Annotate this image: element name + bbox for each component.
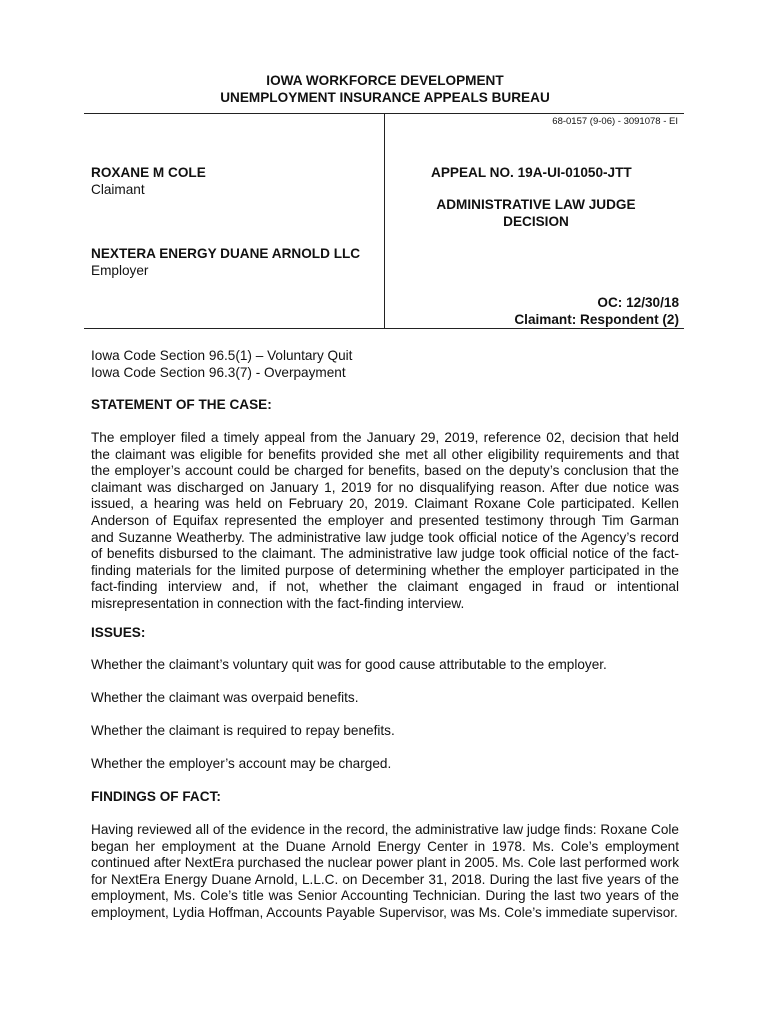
issue-item-text: Whether the claimant’s voluntary quit was for good cause attributable to the employer. [91, 657, 607, 672]
employer-name: NEXTERA ENERGY DUANE ARNOLD LLC [91, 246, 361, 261]
claimant-label: Claimant [91, 182, 145, 197]
issue-item-text: Whether the claimant is required to repay benefits. [91, 723, 395, 738]
statement-heading-text: STATEMENT OF THE CASE: [91, 397, 272, 412]
issue-item [91, 723, 679, 740]
statement-paragraph: The employer filed a timely appeal from the January 29, 2019, reference 02, decision that held the claimant was eligible for benefits provided she met all other eligibility requirements and that the employer’s account could be charged for benefits, based on the deputy’s conclusion that the claimant was discharged on January 1, 2019 for no disqualifying reason. After due notice was issued, a hearing was held on February 20, 2019. Claimant Roxane Cole participated. Kellen Anderson of Equifax represented the employer and presented testimony through Tim Garman and Suzanne Weatherby. The administrative law judge took official notice of the Agency’s record of benefits disbursed to the claimant. The administrative law judge took official notice of the fact-finding materials for the limited purpose of determining whether the employer participated in the fact-finding interview and, if not, whether the claimant engaged in fraud or intentional misrepresentation in connection with the fact-finding interview. [91, 430, 679, 611]
appeal-number: APPEAL NO. 19A-UI-01050-JTT [431, 165, 632, 180]
issue-item [91, 756, 679, 773]
issue-item-text: Whether the claimant was overpaid benefits. [91, 690, 359, 705]
issues-heading-text: ISSUES: [91, 625, 146, 640]
findings-section [91, 822, 679, 922]
statement-heading [91, 397, 679, 414]
statement-section [91, 430, 679, 613]
findings-heading [91, 789, 679, 806]
issue-item [91, 690, 679, 707]
findings-heading-text: FINDINGS OF FACT: [91, 789, 221, 804]
code-section-2: Iowa Code Section 96.3(7) - Overpayment [91, 365, 346, 380]
employer-label: Employer [91, 263, 149, 278]
issue-item [91, 657, 679, 674]
findings-paragraph: Having reviewed all of the evidence in the record, the administrative law judge finds: Roxane Cole began her employment at the Duane Arnold Energy Center in 1978. Ms. Cole’s employment continued after NextEra purchased the nuclear power plant in 2005. Ms. Cole last performed work for NextEra Energy Duane Arnold, L.L.C. on December 31, 2018. During the last five years of the employment, Ms. Cole’s title was Senior Accounting Technician. During the last two years of the employment, Lydia Hoffman, Accounts Payable Supervisor, was Ms. Cole’s immediate supervisor. [91, 822, 679, 920]
issue-item-text: Whether the employer’s account may be charged. [91, 756, 392, 771]
document-header [0, 72, 770, 106]
claimant-name: ROXANE M COLE [91, 165, 206, 180]
bureau-title: UNEMPLOYMENT INSURANCE APPEALS BUREAU [220, 90, 550, 105]
agency-title: IOWA WORKFORCE DEVELOPMENT [266, 73, 504, 88]
decision-title-line2: DECISION [503, 214, 569, 229]
claimant-status: Claimant: Respondent (2) [514, 312, 679, 327]
code-section-1: Iowa Code Section 96.5(1) – Voluntary Quit [91, 348, 353, 363]
form-number: 68-0157 (9-06) - 3091078 - EI [552, 116, 678, 127]
issues-heading [91, 625, 679, 642]
oc-date: OC: 12/30/18 [597, 295, 679, 310]
decision-title-line1: ADMINISTRATIVE LAW JUDGE [436, 197, 636, 212]
decision-title [411, 196, 661, 230]
caption-bottom-divider [84, 328, 684, 329]
caption-divider [384, 114, 385, 328]
